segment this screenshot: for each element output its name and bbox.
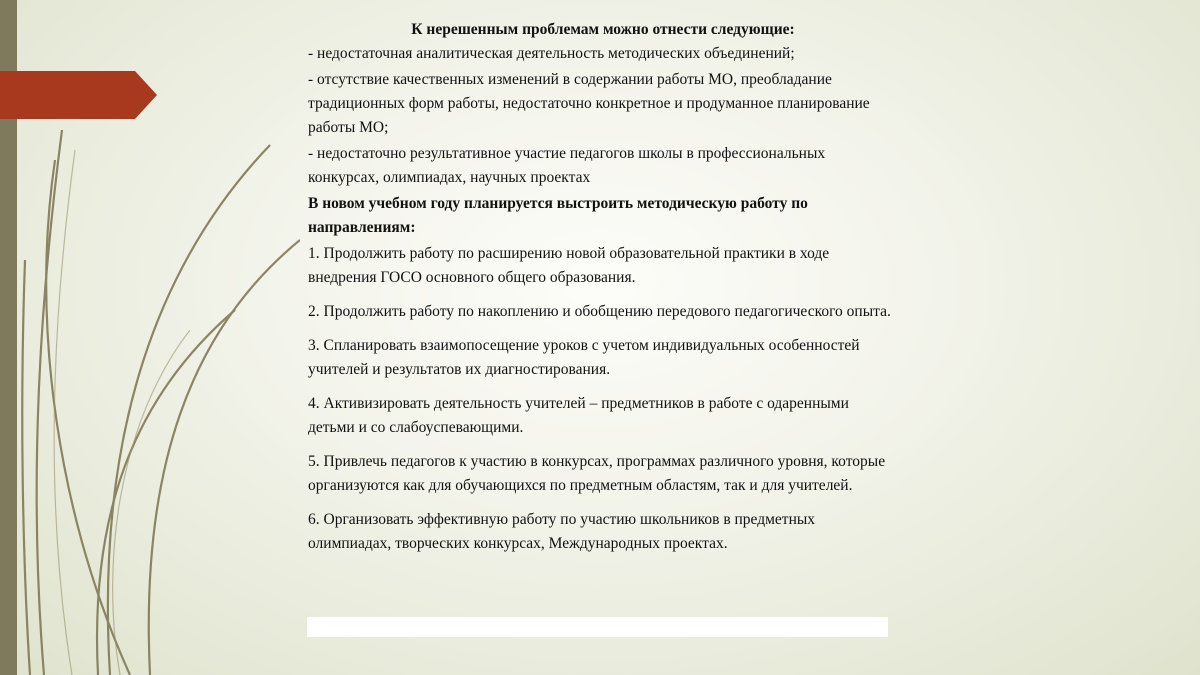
direction-item: 4. Активизировать деятельность учителей – предметников в работе с одаренными детьми и со слабоуспевающими. [308,395,849,436]
direction-item: 6. Организовать эффективную работу по участию школьников в предметных олимпиадах, творческих конкурсах, Международных проектах. [308,511,816,552]
direction-item: 3. Спланировать взаимопосещение уроков с учетом индивидуальных особенностей учителей и результатов их диагностирования. [308,337,860,378]
blank-text-box [307,617,888,637]
direction-item: 2. Продолжить работу по накоплению и обобщению передового педагогического опыта. [308,303,891,320]
plan-heading: В новом учебном году планируется выстроить методическую работу по направлениям: [308,195,808,236]
problem-item: - отсутствие качественных изменений в содержании работы МО, преобладание традиционных форм работы, недостаточно конкретное и продуманное планирование работы МО; [308,71,870,136]
problem-item: - недостаточно результативное участие педагогов школы в профессиональных конкурсах, олимпиадах, научных проектах [308,145,826,186]
problem-item: - недостаточная аналитическая деятельность методических объединений; [308,45,795,62]
red-arrow-marker [0,71,160,121]
slide-content [308,18,898,566]
problems-heading: К нерешенным проблемам можно отнести следующие: [411,21,795,38]
direction-item: 5. Привлечь педагогов к участию в конкурсах, программах различного уровня, которые организуются как для обучающихся по предметным областям, так и для учителей. [308,453,886,494]
direction-item: 1. Продолжить работу по расширению новой образовательной практики в ходе внедрения ГОСО основного общего образования. [308,245,830,286]
